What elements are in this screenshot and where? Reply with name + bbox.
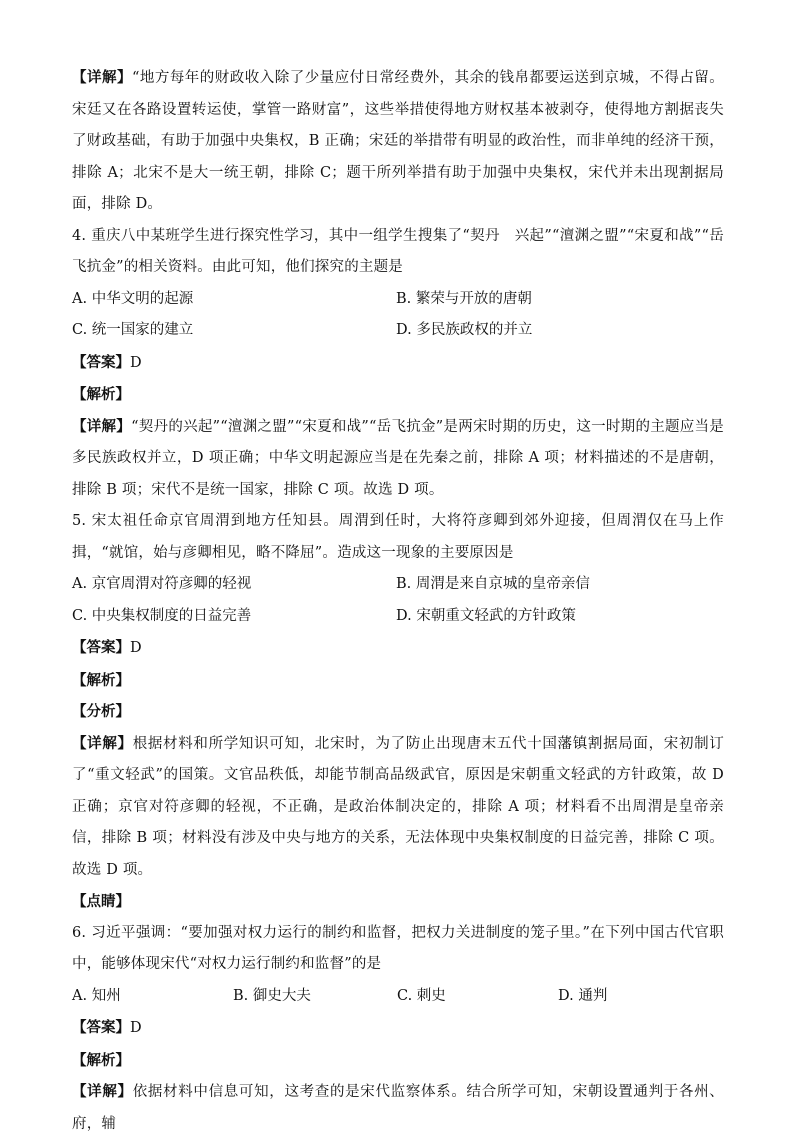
q4-options — [72, 284, 724, 347]
q4-detail-paragraph — [72, 411, 724, 507]
answer-value: D — [130, 354, 142, 371]
q5-answer — [72, 632, 724, 665]
q5-fenxi-label: 【分析】 — [72, 703, 130, 720]
q6-option-d: D. 通判 — [558, 987, 608, 1004]
answer-value: D — [130, 1020, 142, 1036]
q6-analysis-label: 【解析】 — [72, 1051, 130, 1069]
q6-answer — [72, 1012, 724, 1045]
document-content — [72, 62, 724, 1140]
q6-options — [72, 981, 724, 1013]
detail-tag: 【详解】 — [72, 417, 132, 435]
q6-option-c: C. 刺史 — [397, 987, 446, 1004]
q5-analysis-label: 【解析】 — [72, 671, 130, 689]
detail-tag: 【详解】 — [72, 69, 132, 86]
q5-detail-paragraph — [72, 728, 724, 887]
q4-stem: 4. 重庆八中某班学生进行探究性学习，其中一组学生搜集了“契丹 兴起”“澶渊之盟”“宋夏和战”“岳飞抗金”的相关资料。由此可知，他们探究的主题是 — [72, 227, 724, 275]
answer-value: D — [130, 640, 142, 656]
answer-label: 【答案】 — [72, 1019, 130, 1036]
detail-text: “地方每年的财政收入除了少量应付日常经费外，其余的钱帛都要运送到京城，不得占留。宋廷又在各路设置转运使，掌管一路财富”，这些举措使得地方财权基本被剥夺，使得地方割据丧失了财政基础，有助于加强中央集权，B 正确；宋廷的举措带有明显的政治性，而非单纯的经济干预，排除 A；北宋不是大一统王朝，排除 C；题干所列举措有助于加强中央集权，宋代并未出现割据局面，排除 D。 — [72, 70, 724, 212]
q6-detail-paragraph — [72, 1076, 724, 1140]
q4-option-b: B. 繁荣与开放的唐朝 — [396, 290, 532, 307]
q6-stem: 6. 习近平强调：“要加强对权力运行的制约和监督，把权力关进制度的笼子里。”在下列中国古代官职中，能够体现宋代“对权力运行制约和监督”的是 — [72, 924, 724, 972]
q5-option-c: C. 中央集权制度的日益完善 — [72, 607, 252, 624]
answer-label: 【答案】 — [72, 353, 130, 371]
detail-tag: 【详解】 — [72, 1083, 133, 1100]
detail-tag: 【详解】 — [72, 734, 133, 752]
q4-option-d: D. 多民族政权的并立 — [396, 322, 533, 338]
detail-text: 依据材料中信息可知，这考查的是宋代监察体系。结合所学可知，宋朝设置通判于各州、府，辅 — [72, 1084, 724, 1132]
q5-option-b: B. 周渭是来自京城的皇帝亲信 — [396, 576, 590, 592]
q3-detail-paragraph — [72, 62, 724, 221]
q4-answer — [72, 347, 724, 380]
q5-dianjing-label: 【点睛】 — [72, 893, 130, 910]
q5-option-a: A. 京官周渭对符彦卿的轻视 — [72, 576, 252, 592]
q4-option-a: A. 中华文明的起源 — [72, 290, 194, 307]
q4-analysis-label: 【解析】 — [72, 386, 130, 403]
q5-option-d: D. 宋朝重文轻武的方针政策 — [396, 607, 576, 624]
detail-text: 根据材料和所学知识可知，北宋时，为了防止出现唐末五代十国藩镇割据局面，宋初制订了“重文轻武”的国策。文官品秩低，却能节制高品级武官，原因是宋朝重文轻武的方针政策，故 D 正确；京官对符彦卿的轻视，不正确，是政治体制决定的，排除 A 项；材料看不出周渭是皇帝亲信，排除 B 项；材料没有涉及中央与地方的关系，无法体现中央集权制度的日益完善，排除 C 项。故选 D 项。 — [72, 735, 724, 878]
detail-text: “契丹的兴起”“澶渊之盟”“宋夏和战”“岳飞抗金”是两宋时期的历史，这一时期的主题应当是多民族政权并立，D 项正确；中华文明起源应当是在先秦之前，排除 A 项；材料描述的不是唐朝，排除 B 项；宋代不是统一国家，排除 C 项。故选 D 项。 — [72, 418, 724, 498]
q5-stem: 5. 宋太祖任命京官周渭到地方任知县。周渭到任时，大将符彦卿到郊外迎接，但周渭仅在马上作揖，“就馆，始与彦卿相见，略不降屈”。造成这一现象的主要原因是 — [72, 513, 724, 561]
answer-label: 【答案】 — [72, 639, 130, 656]
q5-options — [72, 569, 724, 632]
q4-option-c: C. 统一国家的建立 — [72, 322, 194, 338]
q6-option-b: B. 御史大夫 — [233, 987, 311, 1004]
q6-option-a: A. 知州 — [72, 987, 121, 1004]
